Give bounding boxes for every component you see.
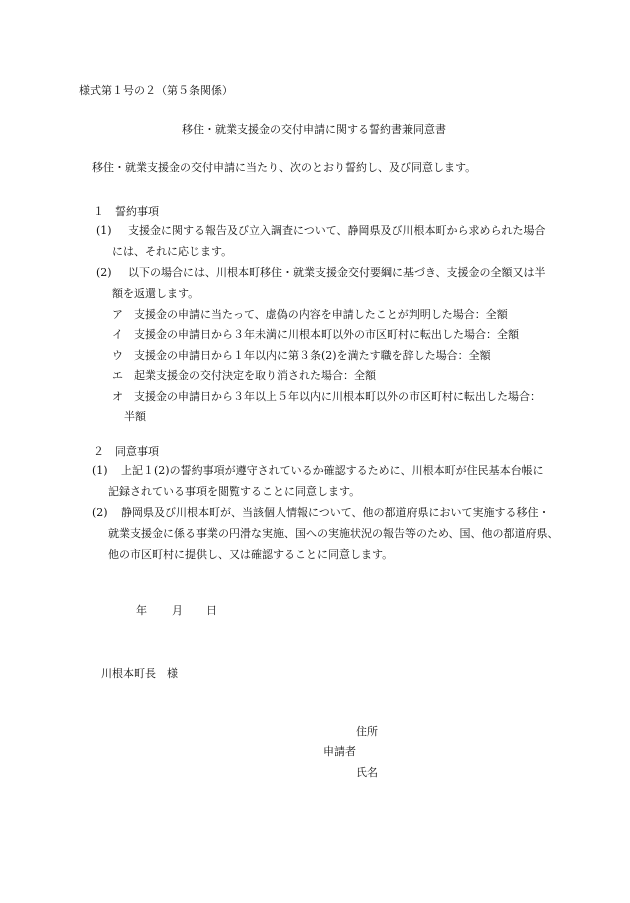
refund-case-o-continuation: 半額 [124,410,146,423]
date-year: 年 [136,604,147,617]
section1-item2-line1: 以下の場合には、川根本町移住・就業支援金交付要綱に基づき、支援金の全額又は半 [128,266,546,279]
section1-item1-number: (1) [96,224,112,237]
refund-case-e [112,365,376,386]
refund-case-text: 支援金の申請日から１年以内に第３条(2)を満たす職を辞した場合：全額 [134,349,491,362]
refund-case-text: 支援金の申請日から３年以上５年以内に川根本町以外の市区町村に転出した場合： [134,390,541,403]
refund-case-o [112,386,541,407]
section2-item1-line1: 上記１(2)の誓約事項が遵守されているか確認するために、川根本町が住民基本台帳に [121,464,544,477]
form-number: 様式第１号の２（第５条関係） [79,84,233,97]
refund-case-text: 起業支援金の交付決定を取り消された場合：全額 [134,369,376,382]
name-label: 氏名 [356,766,378,779]
addressee: 川根本町長 様 [101,667,178,680]
refund-case-i [112,324,519,345]
section1-item1-line2: には、それに応じます。 [112,245,233,258]
date-line [136,600,217,621]
refund-case-label: ア [112,308,123,321]
section1-item2-line2: 額を返還します。 [112,287,200,300]
section2-item2-line1: 静岡県及び川根本町が、当該個人情報について、他の都道府県において実施する移住・ [121,506,550,519]
refund-case-label: ウ [112,349,123,362]
section1-item1-line1: 支援金に関する報告及び立入調査について、静岡県及び川根本町から求められた場合 [128,224,546,237]
section2-heading: ２ 同意事項 [93,445,159,458]
refund-case-a [112,304,508,325]
document-title: 移住・就業支援金の交付申請に関する誓約書兼同意書 [182,123,446,136]
section2-item2-line3: 他の市区町村に提供し、又は確認することに同意します。 [108,548,394,561]
section2-item2-line2: 就業支援金に係る事業の円滑な実施、国への実施状況の報告等のため、国、他の都道府県、 [108,527,559,540]
refund-case-label: オ [112,390,123,403]
section1-item2-number: (2) [96,266,112,279]
refund-case-u [112,345,491,366]
intro-text: 移住・就業支援金の交付申請に当たり、次のとおり誓約し、及び同意します。 [92,161,477,174]
section2-item1-line2: 記録されている事項を閲覧することに同意します。 [108,485,361,498]
refund-case-label: イ [112,328,123,341]
section2-item1-number: (1) [92,464,108,477]
refund-case-label: エ [112,369,123,382]
refund-case-text: 支援金の申請日から３年未満に川根本町以外の市区町村に転出した場合：全額 [134,328,519,341]
address-label: 住所 [356,725,378,738]
refund-case-text: 支援金の申請に当たって、虚偽の内容を申請したことが判明した場合：全額 [134,308,508,321]
date-month: 月 [172,604,183,617]
section2-item2-number: (2) [92,506,108,519]
date-day: 日 [206,604,217,617]
section1-heading: １ 誓約事項 [93,205,159,218]
applicant-label: 申請者 [323,745,356,758]
